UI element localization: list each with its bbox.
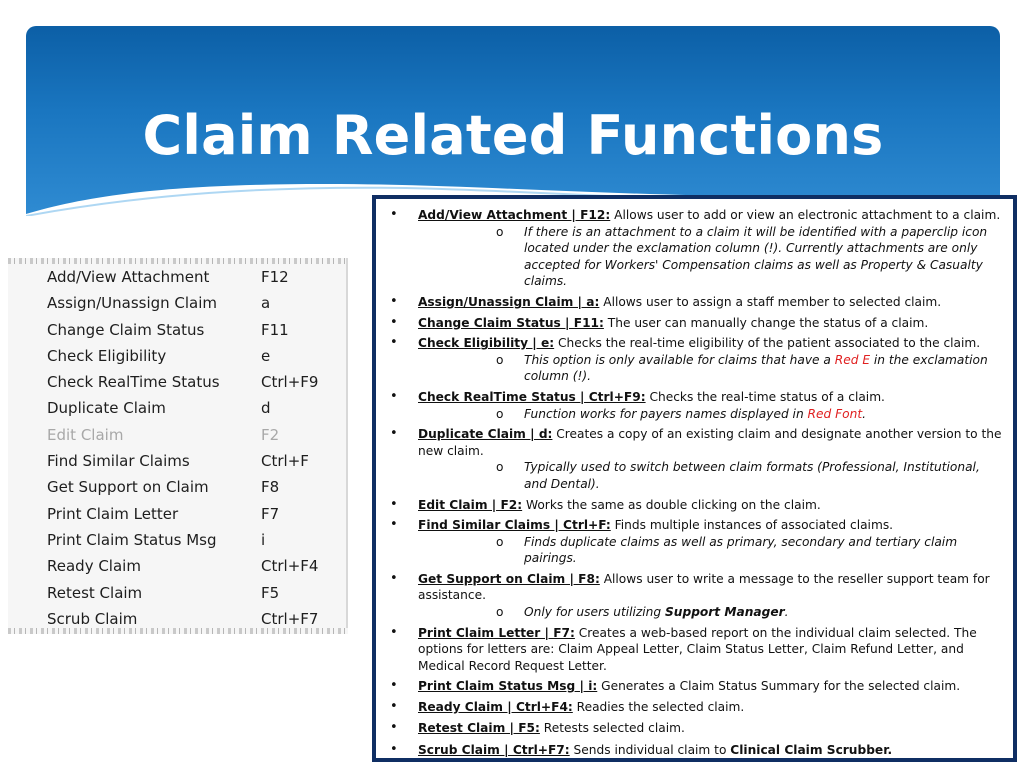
menu-item-shortcut: Ctrl+F9 (261, 373, 319, 392)
desc-print-claim-letter (376, 625, 1013, 675)
menu-item-label: Find Similar Claims (47, 452, 190, 471)
menu-item-list (8, 264, 348, 632)
menu-item-label: Check Eligibility (47, 346, 167, 365)
menu-item-edit-claim (8, 422, 348, 448)
context-menu (8, 258, 348, 634)
menu-item-duplicate-claim[interactable] (8, 395, 348, 421)
menu-item-shortcut: F2 (261, 425, 280, 444)
menu-item-shortcut: F11 (261, 320, 289, 339)
menu-item-shortcut: F12 (261, 268, 289, 286)
menu-item-label: Retest Claim (47, 583, 143, 602)
desc-check-eligibility (376, 335, 1013, 385)
desc-text: The user can manually change the status of a claim. (603, 315, 929, 330)
desc-sub-text: . (784, 605, 789, 620)
desc-term: Scrub Claim | Ctrl+F7: (418, 743, 570, 758)
desc-text: Finds multiple instances of associated claims. (610, 518, 894, 533)
menu-item-shortcut: Ctrl+F4 (261, 557, 319, 576)
desc-term: Change Claim Status | F11: (418, 315, 604, 330)
desc-sub-text: Function works for payers names displayed in (524, 406, 808, 421)
desc-sub-text: in the exclamation column (!). (524, 352, 988, 384)
desc-term: Edit Claim | F2: (418, 497, 523, 512)
menu-item-label: Duplicate Claim (47, 399, 166, 418)
desc-text: Checks the real-time status of a claim. (645, 389, 885, 404)
menu-item-shortcut: Ctrl+F (261, 452, 309, 471)
desc-text: Readies the selected claim. (572, 700, 745, 715)
desc-text: Sends individual claim to (569, 743, 731, 758)
menu-item-label: Edit Claim (47, 425, 124, 444)
desc-duplicate-claim (376, 426, 1013, 492)
slide-header (26, 26, 1000, 216)
desc-text: Allows user to add or view an electronic attachment to a claim. (610, 208, 1001, 222)
menu-item-print-claim-letter[interactable] (8, 501, 348, 527)
menu-item-shortcut: F7 (261, 504, 280, 523)
desc-term: Retest Claim | F5: (418, 720, 540, 735)
desc-sub-text: . (862, 406, 866, 421)
menu-item-check-eligibility[interactable] (8, 343, 348, 369)
menu-item-find-similar-claims[interactable] (8, 448, 348, 474)
description-box (372, 195, 1017, 762)
desc-term: Get Support on Claim | F8: (418, 571, 600, 586)
desc-text: Allows user to write a message to the reseller support team for assistance. (418, 571, 990, 603)
menu-item-shortcut: F5 (261, 583, 280, 602)
desc-assign-unassign-claim (376, 294, 1013, 311)
desc-sub: o If there is an attachment to a claim it will be identified with a paperclip icon located under the exclamation column (!). Currently attachments are only accepted for Workers' Compensation claims as well as Property & Casualty claims. (418, 224, 1007, 290)
menu-item-shortcut: Ctrl+F7 (261, 609, 319, 628)
desc-term: Assign/Unassign Claim | a: (418, 294, 600, 309)
desc-text: Creates a copy of an existing claim and designate another version to the new claim. (418, 427, 1002, 458)
menu-item-shortcut: a (261, 294, 271, 313)
desc-text: Allows user to assign a staff member to selected claim. (599, 294, 942, 309)
desc-change-claim-status (376, 315, 1013, 332)
desc-edit-claim (376, 497, 1013, 514)
menu-item-label: Scrub Claim (47, 609, 138, 628)
description-list (376, 207, 1013, 763)
desc-term: Check RealTime Status | Ctrl+F9: (418, 389, 646, 404)
menu-item-add-view-attachment[interactable] (8, 264, 348, 290)
desc-sub-red: Red E (834, 352, 871, 367)
menu-item-label: Change Claim Status (47, 320, 205, 339)
desc-scrub-claim (376, 742, 1013, 759)
desc-term: Print Claim Status Msg | i: (418, 679, 598, 694)
desc-sub-text: This option is only available for claims that have a (524, 352, 835, 367)
slide-title: Claim Related Functions (142, 104, 884, 167)
desc-ready-claim (376, 699, 1013, 716)
menu-item-shortcut: d (261, 399, 271, 418)
desc-text: Retests selected claim. (539, 720, 685, 735)
menu-item-check-realtime-status[interactable] (8, 369, 348, 395)
menu-item-label: Ready Claim (47, 557, 141, 576)
desc-text: Creates a web-based report on the individual claim selected. The options for letters are: Claim Appeal Letter, Claim Status Letter, Claim Refund Letter, and Medical Record Request Letter. (418, 625, 977, 673)
desc-term: Find Similar Claims | Ctrl+F: (418, 518, 611, 533)
menu-item-label: Get Support on Claim (47, 478, 209, 497)
desc-sub-text: Only for users utilizing (524, 605, 666, 620)
menu-item-label: Assign/Unassign Claim (47, 294, 218, 313)
desc-sub-bold: Support Manager (665, 605, 785, 620)
menu-item-get-support-on-claim[interactable] (8, 474, 348, 500)
desc-term: Add/View Attachment | F12: (418, 208, 611, 222)
menu-item-shortcut: i (261, 530, 266, 549)
menu-item-label: Add/View Attachment (47, 268, 210, 286)
desc-check-realtime-status (376, 389, 1013, 422)
desc-sub: o Finds duplicate claims as well as primary, secondary and tertiary claim pairings. (418, 534, 1007, 567)
desc-sub (418, 352, 1007, 385)
desc-term: Check Eligibility | e: (418, 336, 555, 351)
menu-item-assign-unassign-claim[interactable] (8, 290, 348, 316)
menu-item-retest-claim[interactable] (8, 580, 348, 606)
menu-item-label: Check RealTime Status (47, 373, 220, 392)
desc-text: Generates a Claim Status Summary for the selected claim. (597, 679, 961, 694)
menu-item-shortcut: e (261, 346, 271, 365)
desc-sub (418, 406, 1007, 423)
desc-text: Checks the real-time eligibility of the patient associated to the claim. (554, 336, 981, 351)
menu-item-label: Print Claim Letter (47, 504, 179, 523)
desc-add-view-attachment (376, 207, 1013, 290)
desc-term: Ready Claim | Ctrl+F4: (418, 700, 573, 715)
desc-get-support-on-claim (376, 571, 1013, 621)
desc-bold: Clinical Claim Scrubber. (730, 743, 893, 758)
desc-sub: o Typically used to switch between claim formats (Professional, Institutional, and Dental). (418, 459, 1007, 492)
menu-item-ready-claim[interactable] (8, 553, 348, 579)
desc-sub-red: Red Font (807, 406, 863, 421)
menu-item-shortcut: F8 (261, 478, 280, 497)
menu-item-change-claim-status[interactable] (8, 317, 348, 343)
menu-item-print-claim-status-msg[interactable] (8, 527, 348, 553)
desc-print-claim-status-msg (376, 678, 1013, 695)
menu-torn-edge-bottom (8, 628, 348, 634)
desc-term: Duplicate Claim | d: (418, 427, 553, 442)
desc-find-similar-claims (376, 517, 1013, 567)
desc-retest-claim (376, 720, 1013, 737)
menu-item-label: Print Claim Status Msg (47, 530, 217, 549)
desc-term: Print Claim Letter | F7: (418, 625, 575, 640)
desc-sub (418, 604, 1007, 621)
desc-text: Works the same as double clicking on the claim. (522, 497, 821, 512)
